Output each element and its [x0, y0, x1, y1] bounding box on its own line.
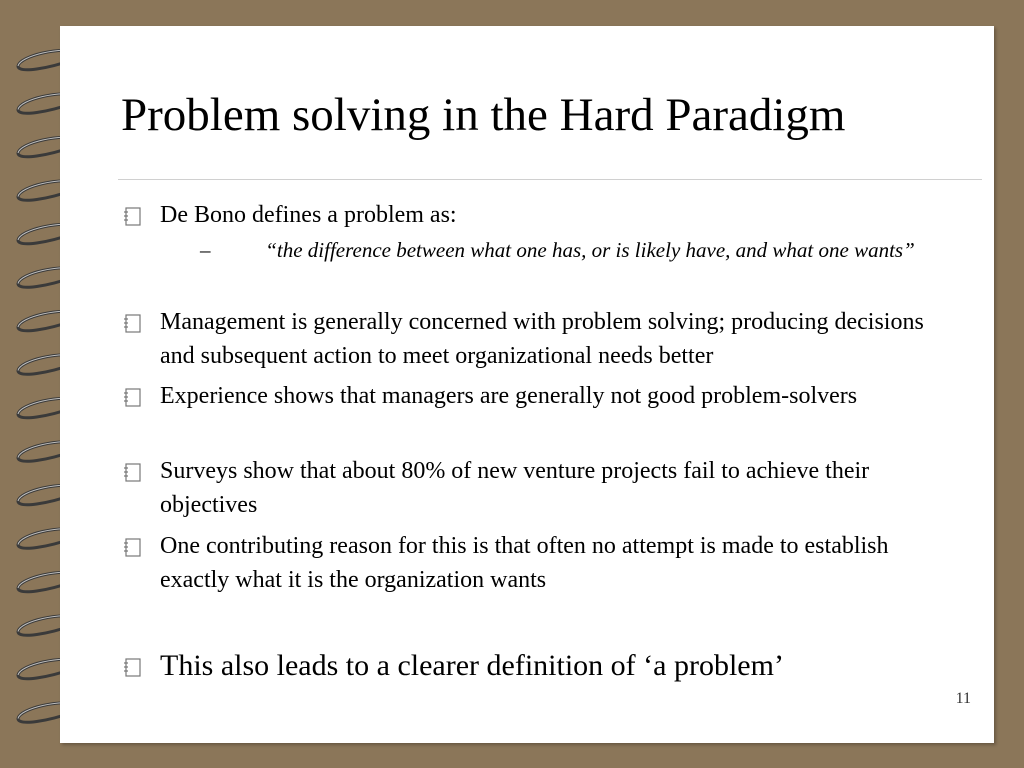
- notebook-bullet-icon: [122, 462, 146, 482]
- bullet-text: De Bono defines a problem as:: [160, 202, 457, 228]
- bullet-item: [122, 529, 962, 597]
- bullet-item: [122, 454, 962, 522]
- bullet-item: [122, 198, 962, 232]
- slide-number: 11: [955, 690, 971, 707]
- title-divider: [118, 179, 982, 180]
- bullet-item: [122, 646, 962, 686]
- bullet-text: One contributing reason for this is that often no attempt is made to establish exactly what it is the organization wants: [160, 533, 889, 593]
- bullet-text: This also leads to a clearer definition of ‘a problem’: [160, 649, 784, 682]
- sub-bullet-dash: –: [200, 238, 211, 262]
- sub-bullet-text: “the difference between what one has, or is likely have, and what one wants”: [265, 238, 915, 262]
- bullet-item: [122, 379, 962, 413]
- bullet-text: Management is generally concerned with problem solving; producing decisions and subsequent action to meet organizational needs better: [160, 309, 924, 369]
- notebook-bullet-icon: [122, 313, 146, 333]
- notebook-bullet-icon: [122, 387, 146, 407]
- sub-bullet-item: [200, 235, 980, 266]
- bullet-text: Experience shows that managers are generally not good problem-solvers: [160, 383, 858, 409]
- bullet-text: Surveys show that about 80% of new venture projects fail to achieve their objectives: [160, 458, 870, 518]
- notebook-bullet-icon: [122, 537, 146, 557]
- notebook-bullet-icon: [122, 657, 146, 677]
- bullet-item: [122, 305, 962, 373]
- notebook-bullet-icon: [122, 206, 146, 226]
- slide-title: Problem solving in the Hard Paradigm: [121, 89, 846, 141]
